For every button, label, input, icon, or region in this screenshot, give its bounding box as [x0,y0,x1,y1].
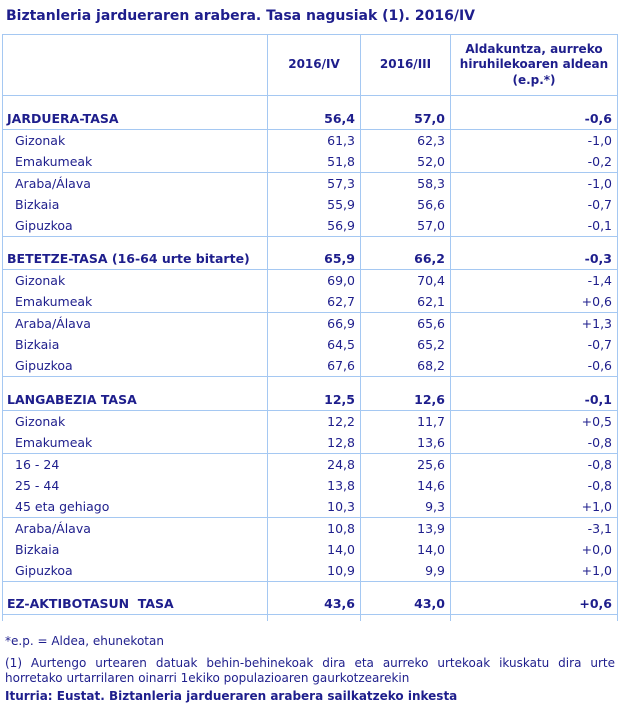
cell-2016iv: 55,9 [268,194,361,215]
cell-2016iv: 14,0 [268,539,361,560]
cell-2016iv: 64,5 [268,334,361,355]
cell-2016iv: 13,8 [268,475,361,496]
cell-2016iii: 65,6 [361,313,451,335]
table-row [3,334,618,355]
cell-2016iv: 24,8 [268,453,361,475]
cell-delta: -0,3 [451,248,618,270]
row-label: Gipuzkoa [3,355,268,377]
cell-2016iii: 65,2 [361,334,451,355]
cell-2016iii: 9,9 [361,560,451,582]
table-row [3,194,618,215]
cell-delta: -0,2 [451,151,618,173]
cell-delta: -0,8 [451,453,618,475]
spacer-row [3,377,618,389]
cell-2016iv: 43,6 [268,593,361,615]
cell-2016iii: 11,7 [361,410,451,432]
row-label: Bizkaia [3,539,268,560]
table-row [3,475,618,496]
cell-delta: -0,1 [451,215,618,237]
cell-delta: -1,4 [451,270,618,292]
table-row [3,389,618,411]
cell-2016iv: 61,3 [268,129,361,151]
footnote-1: (1) Aurtengo urtearen datuak behin-behinekoak dira eta aurreko urtekoak ikuskatu dira urte horretako urtarrilaren oinarri 1ekiko populazioaren gaurkotzearekin [5,656,615,686]
header-empty-cell [3,35,268,96]
cell-2016iii: 57,0 [361,108,451,130]
cell-2016iii: 66,2 [361,248,451,270]
ep-footnote: *e.p. = Aldea, ehunekotan [5,633,164,648]
cell-delta: -0,6 [451,355,618,377]
rates-table [2,34,618,621]
table-row [3,248,618,270]
row-label: LANGABEZIA TASA [3,389,268,411]
cell-2016iv: 51,8 [268,151,361,173]
cell-delta: -0,1 [451,389,618,411]
cell-delta: -0,8 [451,432,618,454]
table-row [3,560,618,582]
table-row [3,108,618,130]
cell-delta: -0,8 [451,475,618,496]
cell-delta: +0,6 [451,291,618,313]
cell-2016iii: 9,3 [361,496,451,518]
row-label: BETETZE-TASA (16-64 urte bitarte) [3,248,268,270]
table-row [3,496,618,518]
cell-2016iii: 62,3 [361,129,451,151]
page [0,8,619,713]
cell-2016iii: 56,6 [361,194,451,215]
table-row [3,291,618,313]
cell-2016iv: 56,4 [268,108,361,130]
table-row [3,151,618,173]
page-title: Biztanleria jardueraren arabera. Tasa nagusiak (1). 2016/IV [6,8,475,24]
table-row [3,432,618,454]
cell-2016iv: 12,8 [268,432,361,454]
table-row [3,270,618,292]
row-label: Gipuzkoa [3,215,268,237]
table-row [3,593,618,615]
row-label: Bizkaia [3,194,268,215]
cell-delta: +1,0 [451,560,618,582]
cell-2016iii: 43,0 [361,593,451,615]
cell-delta: +1,3 [451,313,618,335]
cell-2016iii: 58,3 [361,172,451,194]
table-row [3,517,618,539]
row-label: Gizonak [3,410,268,432]
row-label: JARDUERA-TASA [3,108,268,130]
cell-2016iii: 62,1 [361,291,451,313]
cell-2016iii: 52,0 [361,151,451,173]
cell-delta: -1,0 [451,129,618,151]
header-2016iv: 2016/IV [268,35,361,96]
cell-2016iv: 10,9 [268,560,361,582]
header-delta: Aldakuntza, aurreko hiruhilekoaren aldean (e.p.*) [451,35,618,96]
cell-delta: -0,7 [451,334,618,355]
cell-delta: +0,0 [451,539,618,560]
cell-delta: -0,7 [451,194,618,215]
row-label: Emakumeak [3,432,268,454]
bottom-spacer-row [3,615,618,621]
table-row [3,172,618,194]
cell-2016iii: 57,0 [361,215,451,237]
table-row [3,539,618,560]
cell-2016iv: 66,9 [268,313,361,335]
table-row [3,313,618,335]
footnotes [5,634,616,705]
cell-2016iv: 12,2 [268,410,361,432]
cell-delta: -0,6 [451,108,618,130]
cell-delta: -3,1 [451,517,618,539]
table-row [3,215,618,237]
row-label: EZ-AKTIBOTASUN TASA [3,593,268,615]
cell-delta: -1,0 [451,172,618,194]
cell-2016iv: 62,7 [268,291,361,313]
cell-2016iii: 25,6 [361,453,451,475]
table-row [3,410,618,432]
cell-2016iv: 10,8 [268,517,361,539]
table-row [3,453,618,475]
row-label: 25 - 44 [3,475,268,496]
cell-2016iii: 14,6 [361,475,451,496]
spacer-row [3,236,618,248]
cell-delta: +0,5 [451,410,618,432]
cell-2016iii: 13,6 [361,432,451,454]
row-label: Gizonak [3,129,268,151]
cell-2016iii: 12,6 [361,389,451,411]
cell-2016iv: 69,0 [268,270,361,292]
cell-2016iv: 12,5 [268,389,361,411]
row-label: Emakumeak [3,291,268,313]
source-line: Iturria: Eustat. Biztanleria jardueraren arabera sailkatzeko inkesta [5,688,458,703]
table-header-row [3,35,618,96]
cell-2016iv: 56,9 [268,215,361,237]
header-2016iii: 2016/III [361,35,451,96]
row-label: Bizkaia [3,334,268,355]
row-label: Araba/Álava [3,172,268,194]
row-label: 16 - 24 [3,453,268,475]
cell-2016iii: 70,4 [361,270,451,292]
spacer-row [3,96,618,108]
cell-2016iv: 57,3 [268,172,361,194]
row-label: 45 eta gehiago [3,496,268,518]
cell-2016iii: 14,0 [361,539,451,560]
cell-2016iv: 67,6 [268,355,361,377]
spacer-row [3,581,618,593]
cell-delta: +0,6 [451,593,618,615]
cell-2016iii: 13,9 [361,517,451,539]
table-row [3,355,618,377]
table-row [3,129,618,151]
row-label: Araba/Álava [3,517,268,539]
cell-2016iv: 65,9 [268,248,361,270]
cell-2016iii: 68,2 [361,355,451,377]
cell-2016iv: 10,3 [268,496,361,518]
cell-delta: +1,0 [451,496,618,518]
row-label: Emakumeak [3,151,268,173]
row-label: Araba/Álava [3,313,268,335]
row-label: Gipuzkoa [3,560,268,582]
row-label: Gizonak [3,270,268,292]
